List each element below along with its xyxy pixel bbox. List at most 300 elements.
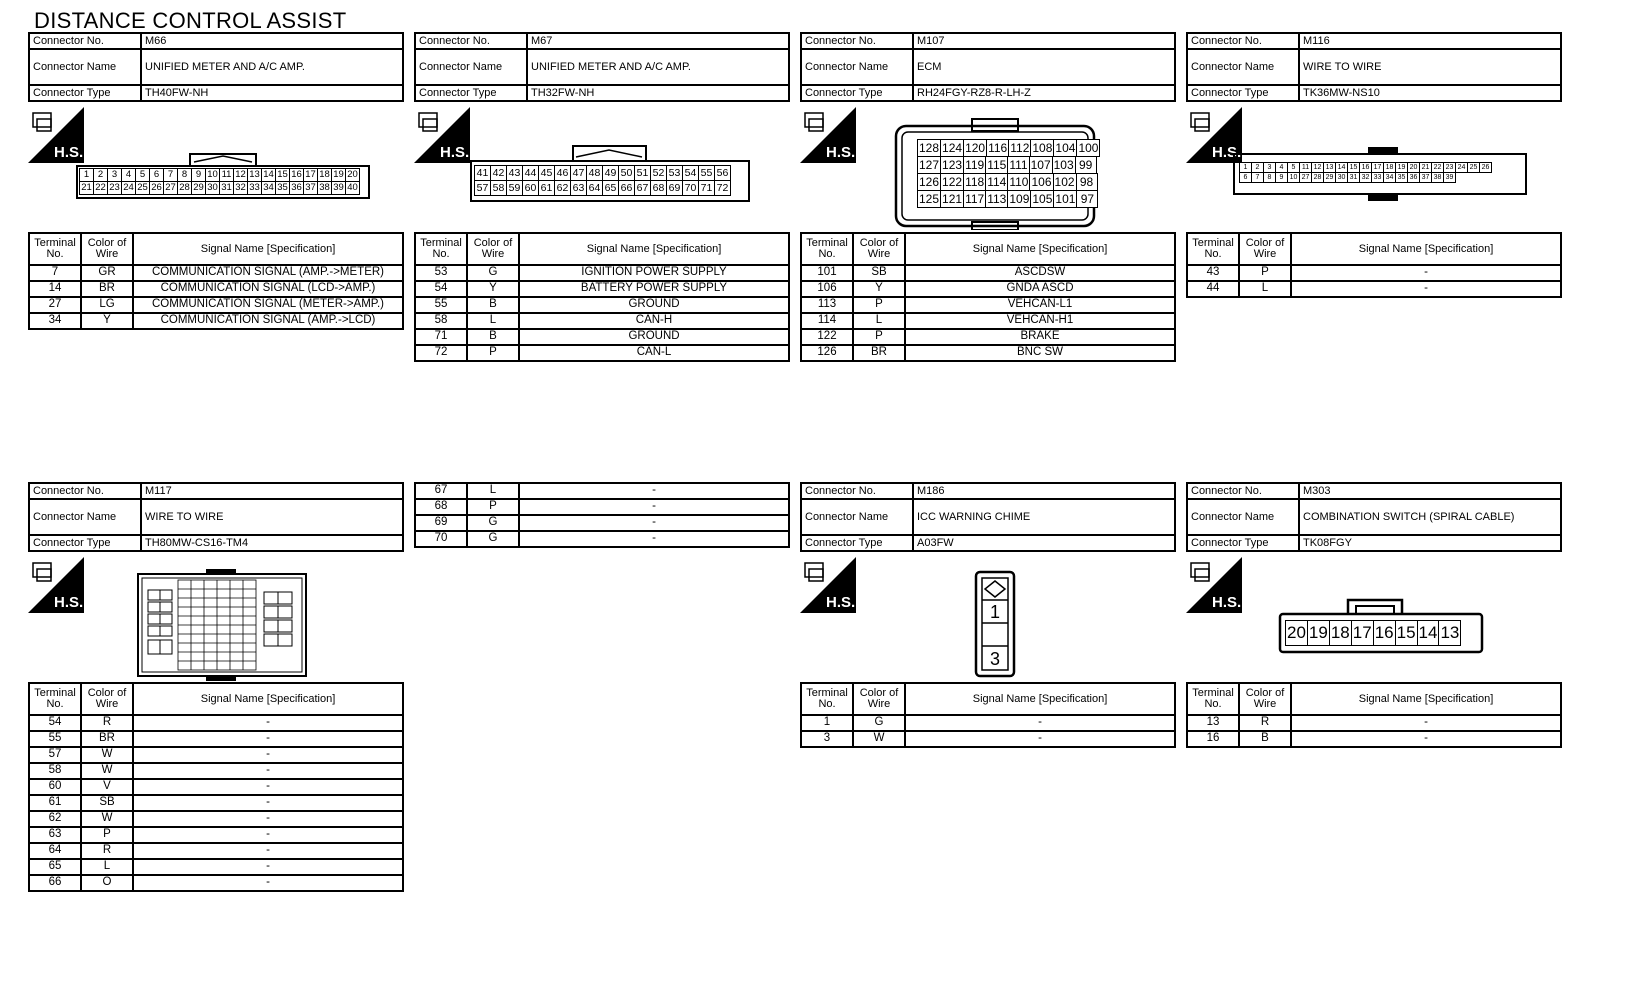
pin: 125 xyxy=(919,192,940,206)
terminal-no-header: Terminal No. xyxy=(415,233,467,265)
terminal-no-header: Terminal No. xyxy=(801,683,853,715)
pin: 9 xyxy=(1275,172,1288,183)
wire-color-cell: B xyxy=(467,329,519,345)
signal-name-header: Signal Name [Specification] xyxy=(1291,233,1561,265)
connector-name-label: Connector Name xyxy=(801,499,913,535)
table-row xyxy=(415,265,789,281)
pin: 30 xyxy=(1335,172,1348,183)
pin: 8 xyxy=(177,168,192,182)
terminal-no-cell: 57 xyxy=(29,747,81,763)
connector-no-value: M67 xyxy=(527,33,789,49)
wire-color-cell: P xyxy=(467,499,519,515)
pin: 105 xyxy=(1032,192,1053,206)
pin: 30 xyxy=(205,181,220,195)
wire-color-cell: R xyxy=(81,843,133,859)
pin: 19 xyxy=(331,168,346,182)
connector-name-value: WIRE TO WIRE xyxy=(141,499,403,535)
connector-block-m116 xyxy=(1186,32,1562,102)
pin: 119 xyxy=(965,158,985,172)
table-row xyxy=(415,531,789,547)
terminal-no-cell: 44 xyxy=(1187,281,1239,297)
wire-color-cell: R xyxy=(81,715,133,731)
pin: 28 xyxy=(1311,172,1324,183)
pin: 13 xyxy=(1438,620,1461,646)
table-row xyxy=(1187,731,1561,747)
connector-no-label: Connector No. xyxy=(1187,483,1299,499)
pin: 56 xyxy=(714,165,731,181)
terminal-no-cell: 53 xyxy=(415,265,467,281)
connector-no-label: Connector No. xyxy=(29,483,141,499)
terminal-no-cell: 14 xyxy=(29,281,81,297)
terminal-no-cell: 69 xyxy=(415,515,467,531)
table-row xyxy=(801,265,1175,281)
connector-no-label: Connector No. xyxy=(415,33,527,49)
pin: 117 xyxy=(965,192,985,206)
pin: 23 xyxy=(107,181,122,195)
terminal-no-cell: 61 xyxy=(29,795,81,811)
connector-type-value: TK36MW-NS10 xyxy=(1299,85,1561,101)
connector-no-value: M116 xyxy=(1299,33,1561,49)
pin: 39 xyxy=(331,181,346,195)
connector-type-label: Connector Type xyxy=(1187,85,1299,101)
signal-name-cell: - xyxy=(133,795,403,811)
pin: 40 xyxy=(345,181,360,195)
pin: 9 xyxy=(191,168,206,182)
terminal-no-header: Terminal No. xyxy=(29,233,81,265)
color-of-wire-header: Color of Wire xyxy=(81,683,133,715)
connector-face-m186 xyxy=(974,570,1016,683)
connector-name-value: WIRE TO WIRE xyxy=(1299,49,1561,85)
table-row xyxy=(29,859,403,875)
pin: 98 xyxy=(1076,173,1098,191)
wire-color-cell: P xyxy=(853,297,905,313)
connector-type-label: Connector Type xyxy=(29,535,141,551)
pin: 2 xyxy=(1251,162,1264,173)
terminal-no-cell: 58 xyxy=(29,763,81,779)
signal-name-cell: - xyxy=(905,731,1175,747)
connector-no-label: Connector No. xyxy=(801,483,913,499)
pin: 7 xyxy=(163,168,178,182)
signal-name-cell: - xyxy=(1291,715,1561,731)
connector-info-table xyxy=(28,32,404,102)
signal-name-cell: - xyxy=(133,875,403,891)
wire-color-cell: W xyxy=(81,811,133,827)
pin: 12 xyxy=(233,168,248,182)
signal-name-cell: ASCDSW xyxy=(905,265,1175,281)
connector-type-label: Connector Type xyxy=(801,85,913,101)
harness-side-icon xyxy=(800,557,856,613)
pin: 31 xyxy=(1347,172,1360,183)
table-row xyxy=(801,715,1175,731)
signal-name-cell: GROUND xyxy=(519,329,789,345)
connector-block-m303 xyxy=(1186,482,1562,552)
wire-color-cell: BR xyxy=(81,281,133,297)
signal-name-cell: - xyxy=(905,715,1175,731)
terminal-no-cell: 101 xyxy=(801,265,853,281)
pin-3: 3 xyxy=(989,649,1001,669)
signal-name-cell: IGNITION POWER SUPPLY xyxy=(519,265,789,281)
connector-name-label: Connector Name xyxy=(1187,49,1299,85)
pin: 65 xyxy=(602,180,619,196)
pin: 113 xyxy=(987,192,1007,206)
signal-name-cell: - xyxy=(133,843,403,859)
table-row xyxy=(801,297,1175,313)
pin: 101 xyxy=(1055,192,1076,206)
wire-color-cell: P xyxy=(853,329,905,345)
connector-type-value: TH32FW-NH xyxy=(527,85,789,101)
connector-face-m117 xyxy=(136,568,308,687)
connector-name-value: ICC WARNING CHIME xyxy=(913,499,1175,535)
wire-color-cell: Y xyxy=(467,281,519,297)
pin: 54 xyxy=(682,165,699,181)
pin: 111 xyxy=(1009,158,1028,172)
terminal-no-cell: 55 xyxy=(415,297,467,313)
signal-name-header: Signal Name [Specification] xyxy=(1291,683,1561,715)
terminal-no-cell: 63 xyxy=(29,827,81,843)
pin: 22 xyxy=(1431,162,1444,173)
pin: 63 xyxy=(570,180,587,196)
pin: 14 xyxy=(261,168,276,182)
wire-color-cell: L xyxy=(467,313,519,329)
terminal-no-cell: 27 xyxy=(29,297,81,313)
terminal-no-cell: 70 xyxy=(415,531,467,547)
table-row xyxy=(29,843,403,859)
signal-table-m116 xyxy=(1186,232,1562,298)
pin: 27 xyxy=(163,181,178,195)
pin: 120 xyxy=(965,141,986,155)
signal-table-m117 xyxy=(28,682,404,892)
table-row xyxy=(415,313,789,329)
pin: 64 xyxy=(586,180,603,196)
pin: 51 xyxy=(634,165,651,181)
pin: 18 xyxy=(1383,162,1396,173)
table-row xyxy=(29,281,403,297)
pin: 21 xyxy=(79,181,94,195)
pin: 37 xyxy=(1419,172,1432,183)
pin: 124 xyxy=(942,141,963,155)
pin: 107 xyxy=(1030,158,1051,172)
pin: 22 xyxy=(93,181,108,195)
pin: 3 xyxy=(1263,162,1276,173)
signal-name-cell: VEHCAN-H1 xyxy=(905,313,1175,329)
terminal-no-header: Terminal No. xyxy=(29,683,81,715)
pin: 17 xyxy=(1371,162,1384,173)
pin: 59 xyxy=(506,180,523,196)
terminal-no-cell: 66 xyxy=(29,875,81,891)
terminal-no-header: Terminal No. xyxy=(1187,683,1239,715)
pin: 109 xyxy=(1009,192,1030,206)
terminal-no-cell: 43 xyxy=(1187,265,1239,281)
signal-name-cell: - xyxy=(133,731,403,747)
pin: 24 xyxy=(1455,162,1468,173)
signal-name-header: Signal Name [Specification] xyxy=(905,233,1175,265)
table-row xyxy=(29,763,403,779)
wire-color-cell: G xyxy=(467,265,519,281)
pin: 29 xyxy=(1323,172,1336,183)
wire-color-cell: LG xyxy=(81,297,133,313)
pin: 38 xyxy=(317,181,332,195)
pin: 99 xyxy=(1075,156,1097,174)
wire-color-cell: W xyxy=(81,747,133,763)
signal-name-cell: - xyxy=(133,811,403,827)
signal-name-cell: BNC SW xyxy=(905,345,1175,361)
wire-color-cell: L xyxy=(1239,281,1291,297)
pin: 35 xyxy=(275,181,290,195)
color-of-wire-header: Color of Wire xyxy=(467,233,519,265)
table-row xyxy=(29,747,403,763)
pin: 103 xyxy=(1053,158,1074,172)
terminal-no-cell: 106 xyxy=(801,281,853,297)
connector-type-label: Connector Type xyxy=(1187,535,1299,551)
pin: 5 xyxy=(1287,162,1300,173)
table-row xyxy=(29,715,403,731)
pin: 39 xyxy=(1443,172,1456,183)
pin: 25 xyxy=(135,181,150,195)
wire-color-cell: W xyxy=(853,731,905,747)
hs-label: H.S. xyxy=(1212,594,1242,611)
color-of-wire-header: Color of Wire xyxy=(1239,683,1291,715)
pin: 34 xyxy=(1383,172,1396,183)
signal-name-cell: COMMUNICATION SIGNAL (LCD->AMP.) xyxy=(133,281,403,297)
pin: 126 xyxy=(919,175,940,189)
table-row xyxy=(29,731,403,747)
pin: 67 xyxy=(634,180,651,196)
pin: 49 xyxy=(602,165,619,181)
pin: 116 xyxy=(988,141,1008,155)
signal-name-cell: VEHCAN-L1 xyxy=(905,297,1175,313)
pin: 17 xyxy=(303,168,318,182)
table-row xyxy=(29,265,403,281)
hs-label: H.S. xyxy=(826,144,856,161)
table-row xyxy=(415,483,789,499)
pin: 11 xyxy=(1299,162,1312,173)
pin: 52 xyxy=(650,165,667,181)
signal-name-header: Signal Name [Specification] xyxy=(133,233,403,265)
pin: 10 xyxy=(1287,172,1300,183)
pin: 43 xyxy=(506,165,523,181)
pin: 25 xyxy=(1467,162,1480,173)
signal-name-cell: - xyxy=(133,859,403,875)
signal-table-m117-continued xyxy=(414,482,790,548)
terminal-no-header: Terminal No. xyxy=(1187,233,1239,265)
terminal-no-cell: 62 xyxy=(29,811,81,827)
connector-no-value: M303 xyxy=(1299,483,1561,499)
pin: 123 xyxy=(942,158,963,172)
wire-color-cell: B xyxy=(1239,731,1291,747)
connector-type-value: TH40FW-NH xyxy=(141,85,403,101)
pin: 62 xyxy=(554,180,571,196)
pin: 102 xyxy=(1054,175,1075,189)
pin-grid-m67 xyxy=(475,165,731,196)
pin: 2 xyxy=(93,168,108,182)
wire-color-cell: L xyxy=(853,313,905,329)
pin: 46 xyxy=(554,165,571,181)
pin: 41 xyxy=(474,165,491,181)
signal-table-m186 xyxy=(800,682,1176,748)
color-of-wire-header: Color of Wire xyxy=(853,233,905,265)
hs-label: H.S. xyxy=(826,594,856,611)
wire-color-cell: Y xyxy=(81,313,133,329)
pin: 112 xyxy=(1010,141,1030,155)
signal-name-cell: - xyxy=(519,499,789,515)
signal-name-cell: - xyxy=(519,483,789,499)
wire-color-cell: BR xyxy=(81,731,133,747)
terminal-no-cell: 55 xyxy=(29,731,81,747)
table-row xyxy=(29,297,403,313)
terminal-no-cell: 54 xyxy=(415,281,467,297)
table-row xyxy=(415,345,789,361)
connector-name-label: Connector Name xyxy=(801,49,913,85)
terminal-no-cell: 13 xyxy=(1187,715,1239,731)
terminal-no-cell: 72 xyxy=(415,345,467,361)
table-row xyxy=(801,329,1175,345)
signal-name-cell: - xyxy=(133,763,403,779)
pin: 26 xyxy=(149,181,164,195)
connector-type-value: TH80MW-CS16-TM4 xyxy=(141,535,403,551)
connector-type-label: Connector Type xyxy=(801,535,913,551)
pin: 3 xyxy=(107,168,122,182)
signal-name-cell: GNDA ASCD xyxy=(905,281,1175,297)
pin: 4 xyxy=(121,168,136,182)
pin: 15 xyxy=(1395,620,1418,646)
connector-type-label: Connector Type xyxy=(29,85,141,101)
pin: 18 xyxy=(1329,620,1352,646)
pin: 15 xyxy=(1347,162,1360,173)
connector-no-label: Connector No. xyxy=(29,33,141,49)
table-row xyxy=(801,281,1175,297)
pin: 21 xyxy=(1419,162,1432,173)
pin: 16 xyxy=(1359,162,1372,173)
connector-no-value: M186 xyxy=(913,483,1175,499)
pin-grid-m66 xyxy=(80,168,360,195)
pin: 58 xyxy=(490,180,507,196)
signal-name-cell: - xyxy=(1291,281,1561,297)
wire-color-cell: L xyxy=(81,859,133,875)
table-row xyxy=(801,345,1175,361)
terminal-no-cell: 122 xyxy=(801,329,853,345)
harness-side-icon xyxy=(414,107,470,163)
hs-label: H.S. xyxy=(54,594,84,611)
terminal-no-cell: 67 xyxy=(415,483,467,499)
pin: 17 xyxy=(1351,620,1374,646)
signal-table-m67 xyxy=(414,232,790,362)
connector-name-label: Connector Name xyxy=(415,49,527,85)
table-row xyxy=(29,313,403,329)
signal-name-cell: - xyxy=(1291,265,1561,281)
wire-color-cell: P xyxy=(1239,265,1291,281)
terminal-no-cell: 58 xyxy=(415,313,467,329)
pin: 32 xyxy=(233,181,248,195)
wire-color-cell: G xyxy=(467,531,519,547)
pin: 19 xyxy=(1307,620,1330,646)
connector-block-m66 xyxy=(28,32,404,102)
pin: 31 xyxy=(219,181,234,195)
pin: 14 xyxy=(1335,162,1348,173)
pin: 6 xyxy=(1239,172,1252,183)
pin: 36 xyxy=(289,181,304,195)
pin: 68 xyxy=(650,180,667,196)
pin: 13 xyxy=(1323,162,1336,173)
connector-type-label: Connector Type xyxy=(415,85,527,101)
signal-name-cell: - xyxy=(133,827,403,843)
pin: 15 xyxy=(275,168,290,182)
pin: 1 xyxy=(79,168,94,182)
hs-label: H.S. xyxy=(440,144,470,161)
wire-color-cell: B xyxy=(467,297,519,313)
pin: 53 xyxy=(666,165,683,181)
terminal-no-cell: 65 xyxy=(29,859,81,875)
connector-name-label: Connector Name xyxy=(29,499,141,535)
hs-label: H.S. xyxy=(54,144,84,161)
connector-block-m186 xyxy=(800,482,1176,552)
table-row xyxy=(1187,265,1561,281)
pin: 20 xyxy=(1285,620,1308,646)
pin: 61 xyxy=(538,180,555,196)
pin: 110 xyxy=(1009,175,1029,189)
pin: 6 xyxy=(149,168,164,182)
terminal-no-cell: 7 xyxy=(29,265,81,281)
pin: 28 xyxy=(177,181,192,195)
wire-color-cell: V xyxy=(81,779,133,795)
signal-name-cell: GROUND xyxy=(519,297,789,313)
connector-name-value: ECM xyxy=(913,49,1175,85)
pin: 45 xyxy=(538,165,555,181)
pin: 100 xyxy=(1078,141,1099,155)
terminal-no-cell: 54 xyxy=(29,715,81,731)
table-row xyxy=(801,731,1175,747)
pin: 36 xyxy=(1407,172,1420,183)
table-row xyxy=(415,297,789,313)
pin: 8 xyxy=(1263,172,1276,183)
table-row xyxy=(415,329,789,345)
harness-side-icon xyxy=(28,557,84,613)
pin: 34 xyxy=(261,181,276,195)
harness-side-icon xyxy=(800,107,856,163)
pin: 121 xyxy=(942,192,963,206)
connector-block-m67 xyxy=(414,32,790,102)
pin: 104 xyxy=(1055,141,1076,155)
signal-name-cell: - xyxy=(133,779,403,795)
pin-1: 1 xyxy=(989,602,1001,622)
color-of-wire-header: Color of Wire xyxy=(1239,233,1291,265)
table-row xyxy=(1187,715,1561,731)
pin: 128 xyxy=(919,141,940,155)
terminal-no-cell: 1 xyxy=(801,715,853,731)
terminal-no-cell: 114 xyxy=(801,313,853,329)
color-of-wire-header: Color of Wire xyxy=(81,233,133,265)
pin: 7 xyxy=(1251,172,1264,183)
pin: 27 xyxy=(1299,172,1312,183)
pin-grid-m107 xyxy=(918,139,1100,208)
pin: 29 xyxy=(191,181,206,195)
connector-no-value: M107 xyxy=(913,33,1175,49)
pin: 11 xyxy=(219,168,234,182)
wire-color-cell: G xyxy=(467,515,519,531)
pin: 19 xyxy=(1395,162,1408,173)
pin: 1 xyxy=(1239,162,1252,173)
signal-name-cell: - xyxy=(519,515,789,531)
pin: 47 xyxy=(570,165,587,181)
pin: 18 xyxy=(317,168,332,182)
signal-name-header: Signal Name [Specification] xyxy=(519,233,789,265)
terminal-no-cell: 126 xyxy=(801,345,853,361)
connector-name-label: Connector Name xyxy=(29,49,141,85)
pin: 26 xyxy=(1479,162,1492,173)
pin: 55 xyxy=(698,165,715,181)
hs-label: H.S. xyxy=(1212,144,1242,161)
pin: 42 xyxy=(490,165,507,181)
table-row xyxy=(1187,281,1561,297)
